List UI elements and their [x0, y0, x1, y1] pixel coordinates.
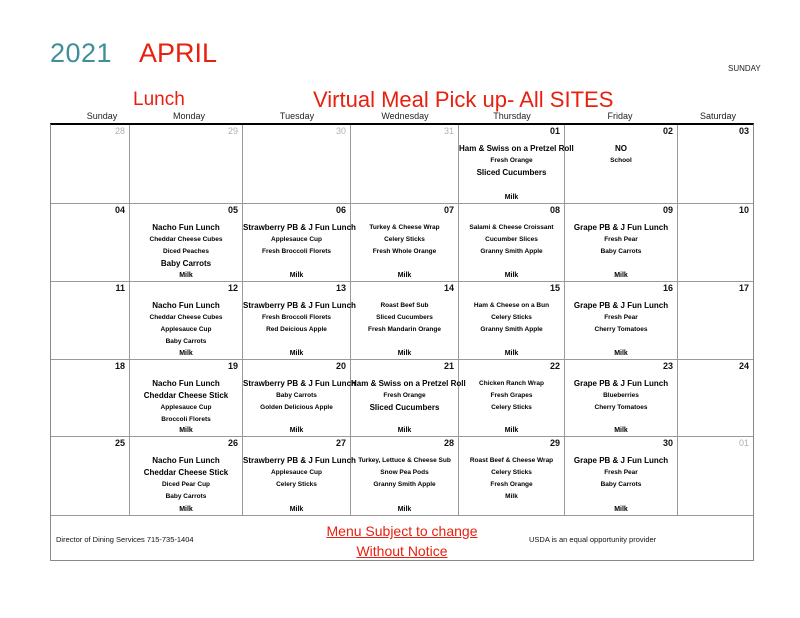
- milk-label: Milk: [289, 350, 304, 357]
- milk-label: Milk: [614, 506, 628, 513]
- milk-label: Milk: [614, 350, 628, 357]
- menu-items: [565, 300, 677, 336]
- day-cell: [243, 125, 351, 204]
- menu-change-notice: [251, 521, 553, 561]
- day-cell: [678, 204, 753, 282]
- menu-item: Cherry Tomatoes: [594, 326, 648, 333]
- menu-item: Cheddar Cheese Stick: [143, 391, 229, 400]
- menu-item: Grape PB & J Fun Lunch: [573, 379, 669, 388]
- menu-item: Roast Beef & Cheese Wrap: [469, 457, 554, 464]
- weekday-friday: Friday: [607, 111, 633, 121]
- menu-items: [351, 455, 458, 491]
- milk-label: Milk: [397, 350, 412, 357]
- menu-item: Baby Carrots: [160, 259, 212, 268]
- day-cell: [351, 204, 459, 282]
- menu-item: Celery Sticks: [276, 481, 317, 488]
- milk-label: Milk: [504, 194, 519, 201]
- day-cell: [678, 360, 753, 437]
- menu-items: [459, 222, 564, 258]
- day-cell: [51, 125, 130, 204]
- day-number: 29: [549, 438, 560, 448]
- usda-statement: USDA is an equal opportunity provider: [529, 535, 657, 544]
- day-cell: [51, 360, 130, 437]
- corner-label: SUNDAY: [728, 64, 761, 73]
- notice-line-2: Without Notice: [356, 543, 448, 559]
- menu-items: [243, 300, 356, 336]
- menu-items: [565, 378, 677, 414]
- day-cell: [565, 360, 678, 437]
- menu-item: Baby Carrots: [165, 338, 207, 345]
- menu-item: Strawberry PB & J Fun Lunch: [243, 379, 356, 388]
- menu-items: [130, 300, 242, 348]
- day-cell: [51, 204, 130, 282]
- day-cell: [130, 125, 243, 204]
- notice-line-1: Menu Subject to change: [326, 523, 478, 539]
- menu-item: Milk: [505, 493, 518, 500]
- menu-item: Cucumber Slices: [485, 236, 538, 243]
- day-cell: [351, 282, 459, 360]
- day-number: 03: [738, 126, 749, 136]
- day-number: 23: [662, 361, 673, 371]
- day-number: 29: [227, 126, 238, 136]
- day-cell: [51, 437, 130, 516]
- day-number: 07: [443, 205, 454, 215]
- menu-items: [459, 143, 574, 179]
- menu-item: Fresh Broccoli Florets: [262, 314, 331, 321]
- menu-item: Fresh Pear: [604, 314, 638, 321]
- day-cell: [459, 437, 565, 516]
- menu-item: Diced Pear Cup: [161, 481, 211, 488]
- year-label: 2021: [50, 38, 113, 68]
- menu-item: Celery Sticks: [491, 469, 532, 476]
- day-cell: [351, 437, 459, 516]
- menu-item: Baby Carrots: [600, 481, 642, 488]
- weekday-wednesday: Wednesday: [381, 111, 429, 121]
- day-cell: [459, 282, 565, 360]
- day-cell: [678, 125, 753, 204]
- calendar-grid: [50, 123, 754, 561]
- menu-item: Salami & Cheese Croissant: [469, 224, 554, 231]
- menu-item: Nacho Fun Lunch: [152, 223, 220, 232]
- day-number: 01: [549, 126, 560, 136]
- day-number: 28: [114, 126, 125, 136]
- menu-item: Granny Smith Apple: [373, 481, 436, 488]
- menu-item: Snow Pea Pods: [380, 469, 429, 476]
- milk-label: Milk: [614, 427, 628, 434]
- day-cell: [351, 125, 459, 204]
- day-number: 27: [335, 438, 346, 448]
- menu-item: School: [610, 157, 632, 164]
- menu-items: [351, 378, 466, 414]
- menu-item: Baby Carrots: [165, 493, 207, 500]
- day-cell: [678, 282, 753, 360]
- menu-item: Turkey & Cheese Wrap: [369, 224, 440, 231]
- day-cell: [130, 282, 243, 360]
- menu-items: [243, 222, 356, 258]
- menu-item: Grape PB & J Fun Lunch: [573, 223, 669, 232]
- menu-item: Sliced Cucumbers: [476, 168, 547, 177]
- menu-item: Fresh Whole Orange: [372, 248, 437, 255]
- milk-label: Milk: [397, 427, 412, 434]
- calendar-footer: [51, 515, 753, 560]
- day-number: 05: [227, 205, 238, 215]
- month-label: APRIL: [139, 38, 218, 68]
- menu-item: Celery Sticks: [491, 314, 532, 321]
- menu-item: Sliced Cucumbers: [376, 314, 433, 321]
- day-number: 02: [662, 126, 673, 136]
- menu-item: Fresh Grapes: [490, 392, 533, 399]
- menu-item: Fresh Orange: [490, 481, 533, 488]
- menu-items: [130, 455, 242, 503]
- day-number: 21: [443, 361, 454, 371]
- day-cell: [243, 437, 356, 516]
- menu-item: Diced Peaches: [163, 248, 209, 255]
- day-number: 08: [549, 205, 560, 215]
- day-cell: [565, 282, 678, 360]
- menu-item: Strawberry PB & J Fun Lunch: [243, 223, 356, 232]
- day-number: 15: [549, 283, 560, 293]
- day-cell: [565, 437, 678, 516]
- day-number: 04: [114, 205, 125, 215]
- day-number: 09: [662, 205, 673, 215]
- day-cell: [565, 204, 678, 282]
- menu-items: [130, 222, 242, 270]
- menu-item: Baby Carrots: [276, 392, 317, 399]
- milk-label: Milk: [179, 427, 193, 434]
- menu-item: NO: [615, 144, 627, 153]
- menu-item: Cheddar Cheese Stick: [143, 468, 229, 477]
- menu-item: Granny Smith Apple: [480, 248, 543, 255]
- menu-items: [459, 455, 564, 503]
- day-number: 28: [443, 438, 454, 448]
- menu-items: [243, 455, 356, 491]
- weekday-saturday: Saturday: [699, 111, 737, 121]
- page-title: Virtual Meal Pick up- All SITES: [313, 87, 614, 112]
- day-number: 06: [335, 205, 346, 215]
- menu-item: Strawberry PB & J Fun Lunch: [243, 456, 356, 465]
- milk-label: Milk: [397, 506, 412, 513]
- milk-label: Milk: [504, 350, 519, 357]
- day-cell: [459, 204, 565, 282]
- menu-item: Nacho Fun Lunch: [152, 456, 220, 465]
- day-number: 16: [662, 283, 673, 293]
- day-number: 30: [335, 126, 346, 136]
- menu-items: [459, 378, 564, 414]
- day-number: 26: [227, 438, 238, 448]
- menu-item: Fresh Pear: [604, 469, 638, 476]
- milk-label: Milk: [179, 350, 193, 357]
- menu-item: Nacho Fun Lunch: [152, 379, 220, 388]
- day-number: 17: [738, 283, 749, 293]
- menu-item: Baby Carrots: [600, 248, 642, 255]
- milk-label: Milk: [289, 427, 304, 434]
- milk-label: Milk: [614, 272, 628, 279]
- menu-item: Fresh Orange: [383, 392, 426, 399]
- menu-item: Cheddar Cheese Cubes: [149, 236, 223, 243]
- menu-item: Applesauce Cup: [160, 326, 212, 333]
- menu-items: [565, 455, 677, 491]
- day-cell: [459, 125, 574, 204]
- menu-item: Ham & Cheese on a Bun: [473, 302, 550, 309]
- menu-items: [351, 300, 458, 336]
- menu-item: Celery Sticks: [384, 236, 425, 243]
- day-cell: [459, 360, 565, 437]
- menu-item: Celery Sticks: [491, 404, 532, 411]
- day-cell: [130, 360, 243, 437]
- weekday-tuesday: Tuesday: [279, 111, 315, 121]
- menu-item: Grape PB & J Fun Lunch: [573, 301, 669, 310]
- menu-item: Sliced Cucumbers: [369, 403, 440, 412]
- menu-item: Fresh Pear: [604, 236, 638, 243]
- day-cell: [351, 360, 466, 437]
- menu-item: Turkey, Lettuce & Cheese Sub: [358, 457, 451, 464]
- menu-item: Blueberries: [603, 392, 639, 399]
- day-number: 14: [443, 283, 454, 293]
- weekday-thursday: Thursday: [493, 111, 531, 121]
- day-number: 24: [738, 361, 749, 371]
- milk-label: Milk: [504, 427, 519, 434]
- milk-label: Milk: [179, 506, 193, 513]
- milk-label: Milk: [504, 272, 519, 279]
- milk-label: Milk: [289, 506, 304, 513]
- menu-item: Chicken Ranch Wrap: [479, 380, 544, 387]
- milk-label: Milk: [397, 272, 412, 279]
- day-number: 30: [662, 438, 673, 448]
- menu-item: Fresh Mandarin Orange: [368, 326, 441, 333]
- day-cell: [565, 125, 678, 204]
- day-number: 12: [227, 283, 238, 293]
- day-cell: [243, 204, 356, 282]
- weekday-sunday: Sunday: [86, 111, 118, 121]
- menu-item: Nacho Fun Lunch: [152, 301, 220, 310]
- day-cell: [51, 282, 130, 360]
- day-number: 25: [114, 438, 125, 448]
- menu-items: [565, 222, 677, 258]
- menu-item: Ham & Swiss on a Pretzel Roll: [459, 144, 574, 153]
- lunch-label: Lunch: [133, 89, 185, 110]
- menu-item: Fresh Orange: [490, 157, 533, 164]
- menu-item: Strawberry PB & J Fun Lunch: [243, 301, 356, 310]
- menu-items: [351, 222, 458, 258]
- milk-label: Milk: [289, 272, 304, 279]
- day-cell: [243, 360, 356, 437]
- day-number: 20: [335, 361, 346, 371]
- day-number: 19: [227, 361, 238, 371]
- menu-item: Grape PB & J Fun Lunch: [573, 456, 669, 465]
- menu-item: Granny Smith Apple: [480, 326, 543, 333]
- menu-item: Ham & Swiss on a Pretzel Roll: [351, 379, 466, 388]
- day-number: 11: [115, 283, 125, 293]
- menu-item: Roast Beef Sub: [380, 302, 429, 309]
- day-number: 13: [335, 283, 346, 293]
- weekday-monday: Monday: [172, 111, 206, 121]
- day-number: 22: [549, 361, 560, 371]
- menu-item: Red Deicious Apple: [266, 326, 327, 333]
- director-contact: Director of Dining Services 715-735-1404: [56, 535, 194, 544]
- day-number: 10: [738, 205, 749, 215]
- day-cell: [130, 204, 243, 282]
- menu-item: Applesauce Cup: [160, 404, 212, 411]
- menu-items: [243, 378, 356, 414]
- day-number: 01: [738, 438, 749, 448]
- menu-item: Golden Delicious Apple: [260, 404, 333, 411]
- menu-item: Cheddar Cheese Cubes: [149, 314, 223, 321]
- menu-item: Broccoli Florets: [161, 416, 211, 423]
- day-number: 18: [114, 361, 125, 371]
- menu-items: [459, 300, 564, 336]
- menu-items: [130, 378, 242, 426]
- milk-label: Milk: [179, 272, 193, 279]
- menu-items: [565, 143, 677, 167]
- day-number: 31: [443, 126, 454, 136]
- day-cell: [130, 437, 243, 516]
- menu-item: Applesauce Cup: [271, 469, 322, 476]
- day-cell: [678, 437, 753, 516]
- menu-item: Fresh Broccoli Florets: [262, 248, 331, 255]
- day-cell: [243, 282, 356, 360]
- menu-item: Cherry Tomatoes: [594, 404, 648, 411]
- menu-item: Applesauce Cup: [271, 236, 322, 243]
